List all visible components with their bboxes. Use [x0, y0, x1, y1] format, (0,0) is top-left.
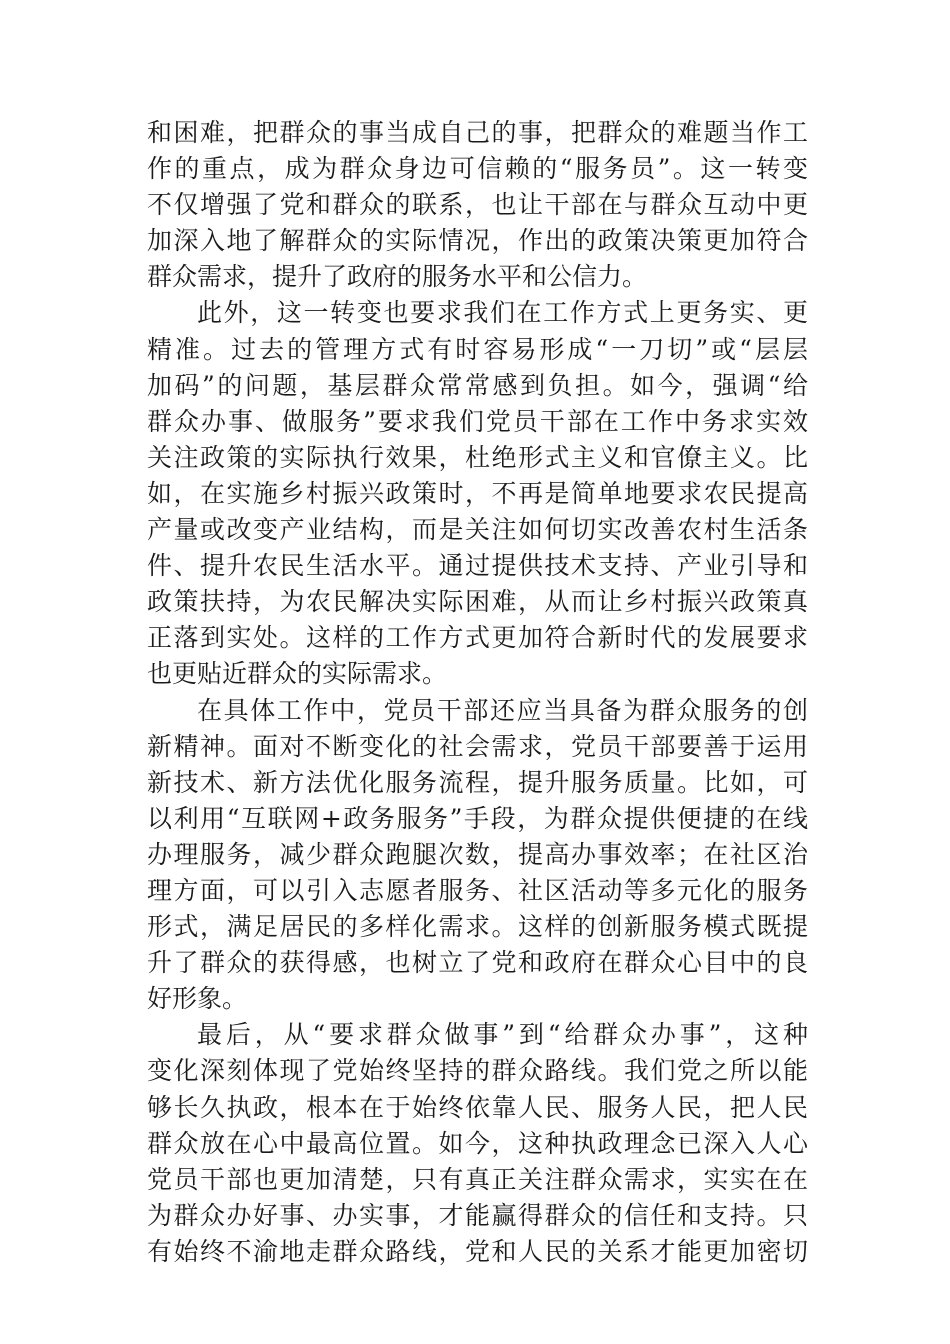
text-line: 群众办事、做服务”要求我们党员干部在工作中务求实效 — [147, 406, 808, 436]
text-line: 变化深刻体现了党始终坚持的群众路线。我们党之所以能 — [147, 1056, 808, 1086]
text-line: 够长久执政，根本在于始终依靠人民、服务人民，把人民 — [147, 1092, 808, 1122]
text-line: 升了群众的获得感，也树立了党和政府在群众心目中的良 — [147, 948, 808, 978]
text-line: 此外，这一转变也要求我们在工作方式上更务实、更 — [197, 298, 808, 328]
text-line: 和困难，把群众的事当成自己的事，把群众的难题当作工 — [147, 118, 808, 147]
text-line: 加码”的问题，基层群众常常感到负担。如今，强调“给 — [147, 370, 808, 400]
body-text — [147, 115, 808, 1270]
text-line: 最后，从“要求群众做事”到“给群众办事”，这种 — [197, 1020, 808, 1050]
text-line: 为群众办好事、办实事，才能赢得群众的信任和支持。只 — [147, 1200, 808, 1230]
text-line: 如，在实施乡村振兴政策时，不再是简单地要求农民提高 — [147, 478, 808, 508]
text-line: 精准。过去的管理方式有时容易形成“一刀切”或“层层 — [147, 334, 808, 364]
text-line: 党员干部也更加清楚，只有真正关注群众需求，实实在在 — [147, 1164, 808, 1194]
text-line: 在具体工作中，党员干部还应当具备为群众服务的创 — [197, 695, 808, 725]
text-line: 新精神。面对不断变化的社会需求，党员干部要善于运用 — [147, 731, 808, 761]
text-line: 产量或改变产业结构，而是关注如何切实改善农村生活条 — [147, 515, 808, 545]
text-line: 群众放在心中最高位置。如今，这种执政理念已深入人心 — [147, 1128, 808, 1158]
text-line: 好形象。 — [147, 984, 248, 1014]
text-line: 有始终不渝地走群众路线，党和人民的关系才能更加密切 — [147, 1236, 808, 1266]
text-line: 新技术、新方法优化服务流程，提升服务质量。比如，可 — [147, 767, 808, 797]
text-line: 理方面，可以引入志愿者服务、社区活动等多元化的服务 — [147, 875, 808, 905]
text-line: 件、提升农民生活水平。通过提供技术支持、产业引导和 — [147, 551, 808, 581]
text-line: 形式，满足居民的多样化需求。这样的创新服务模式既提 — [147, 912, 808, 942]
text-line: 不仅增强了党和群众的联系，也让干部在与群众互动中更 — [147, 190, 808, 220]
text-line: 正落到实处。这样的工作方式更加符合新时代的发展要求 — [147, 623, 808, 653]
text-line: 群众需求，提升了政府的服务水平和公信力。 — [147, 262, 648, 292]
text-line: 加深入地了解群众的实际情况，作出的政策决策更加符合 — [147, 226, 808, 256]
text-line: 以利用“互联网+政务服务”手段，为群众提供便捷的在线 — [147, 803, 808, 833]
text-line: 政策扶持，为农民解决实际困难，从而让乡村振兴政策真 — [147, 587, 808, 617]
text-line: 也更贴近群众的实际需求。 — [147, 659, 448, 689]
text-line: 作的重点，成为群众身边可信赖的“服务员”。这一转变 — [147, 154, 808, 184]
text-line: 办理服务，减少群众跑腿次数，提高办事效率；在社区治 — [147, 839, 808, 869]
text-line: 关注政策的实际执行效果，杜绝形式主义和官僚主义。比 — [147, 442, 808, 472]
